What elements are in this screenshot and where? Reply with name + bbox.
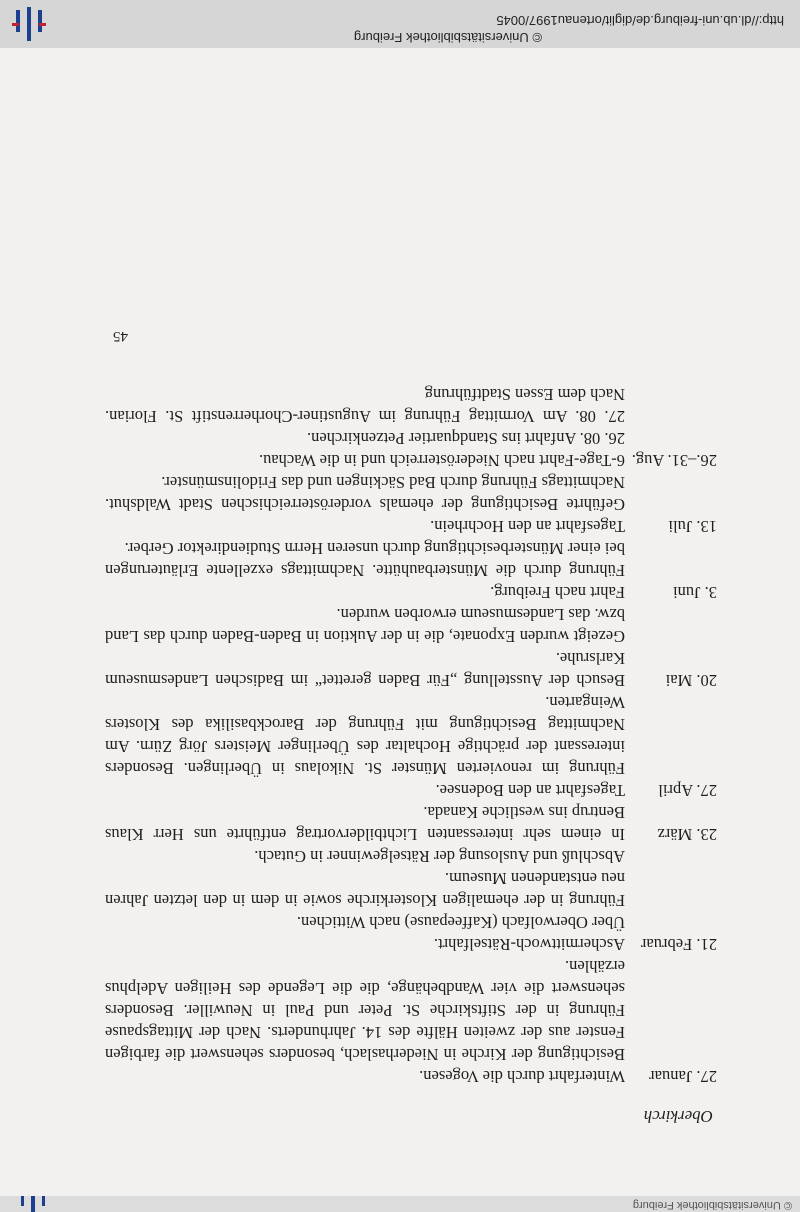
institution-credit: © Universitätsbibliothek Freiburg [353, 30, 542, 45]
document-page [105, 325, 725, 1127]
event-description [105, 691, 625, 801]
event-date: 13. Juli [668, 517, 717, 536]
description-paragraph: Führung in der ehemaligen Klosterkirche sowie in dem in den letzten Jahren neu entstandenen Museum. [105, 869, 625, 910]
description-paragraph: Führung im renovierten Münster St. Nikolaus in Überlingen. Besonders interessant der prächtige Hochaltar des Überlinger Meisters Jörg Zürn. Am Nachmittag Besichtigung mit Führung der Barockbasilika des Klosters Weingarten. [105, 693, 625, 778]
event-date: 27. Januar [649, 1067, 717, 1086]
description-paragraph: 27. 08. Am Vormittag Führung im Augustiner-Chorherrenstift St. Florian. Nach dem Essen Stadtführung [105, 385, 625, 426]
event-date: 3. Juni [672, 583, 717, 602]
event-entry [105, 691, 725, 801]
event-date: 21. Februar [640, 935, 717, 954]
event-description [105, 537, 625, 603]
description-paragraph: Geführte Besichtigung der ehemals vorderösterreichischen Stadt Waldshut. Nachmittags Führung durch Bad Säckingen und das Fridolinsmünster. [105, 473, 625, 514]
event-description [105, 845, 625, 955]
description-paragraph: 6-Tage-Fahrt nach Niederösterreich und in die Wachau. [258, 451, 625, 470]
description-paragraph: Besichtigung der Kirche in Niederhaslach, besonders sehenswert die farbigen Fenster aus der zweiten Hälfte des 14. Jahrhunderts. Nach der Mittagspause Führung in der Stiftskirche St. Peter und Paul in Neuwiller. Besonders sehenswert die vier Wandbehänge, die die Legende des Heiligen Adelphus erzählen. [105, 957, 625, 1064]
event-description [105, 603, 625, 691]
page-number: 45 [113, 328, 128, 344]
event-description [105, 955, 625, 1087]
event-entry [105, 383, 725, 471]
library-logo-icon [16, 1196, 50, 1212]
description-paragraph: 26. 08. Anfahrt ins Standquartier Petzenkirchen. [306, 429, 625, 448]
event-date: 23. März [657, 825, 717, 844]
viewer-top-strip [0, 1196, 800, 1212]
description-paragraph: Über Oberwolfach (Kaffeepause) nach Wittichen. [296, 913, 625, 932]
event-entry [105, 955, 725, 1087]
description-paragraph: Aschermittwoch-Rätselfahrt. [433, 935, 625, 954]
place-heading: Oberkirch [643, 1107, 713, 1126]
event-date: 26.–31. Aug. [631, 451, 717, 470]
viewer-footer-bar [0, 0, 800, 48]
description-paragraph: Gezeigt wurden Exponate, die in der Auktion in Baden-Baden durch das Land bzw. das Landesmuseum erworben wurden. [105, 605, 625, 646]
description-paragraph: Abschluß und Auslosung der Rätselgewinner in Gutach. [254, 847, 625, 866]
event-date: 20. Mai [665, 671, 717, 690]
description-paragraph: Fahrt nach Freiburg. [490, 583, 625, 602]
event-entry [105, 471, 725, 537]
event-description [105, 383, 625, 471]
description-paragraph: Tagesfahrt an den Hochrhein. [430, 517, 625, 536]
event-description [105, 801, 625, 845]
description-paragraph: Führung durch die Münsterbauhütte. Nachmittags exzellente Erläuterungen bei einer Münsterbesichtigung durch unseren Herrn Studiendirektor Gerber. [105, 539, 625, 580]
event-entry [105, 845, 725, 955]
description-paragraph: Tagesfahrt an den Bodensee. [435, 781, 625, 800]
event-entry [105, 603, 725, 691]
description-paragraph: In einem sehr interessanten Lichtbildervortrag entführte uns Herr Klaus Bentrup ins westliche Kanada. [105, 803, 625, 844]
permalink-url[interactable]: http://dl.ub.uni-freiburg.de/diglit/ortenau1997/0045 [496, 13, 784, 28]
event-entry [105, 801, 725, 845]
library-logo-icon [12, 7, 46, 41]
description-paragraph: Besuch der Ausstellung „Für Baden gerettet“ im Badischen Landesmuseum Karlsruhe. [105, 649, 625, 690]
event-list [105, 383, 725, 1087]
event-description [105, 471, 625, 537]
event-entry [105, 537, 725, 603]
event-date: 27. April [658, 781, 717, 800]
institution-credit-top: © Universitätsbibliothek Freiburg [632, 1199, 792, 1211]
description-paragraph: Winterfahrt durch die Vogesen. [419, 1067, 625, 1086]
